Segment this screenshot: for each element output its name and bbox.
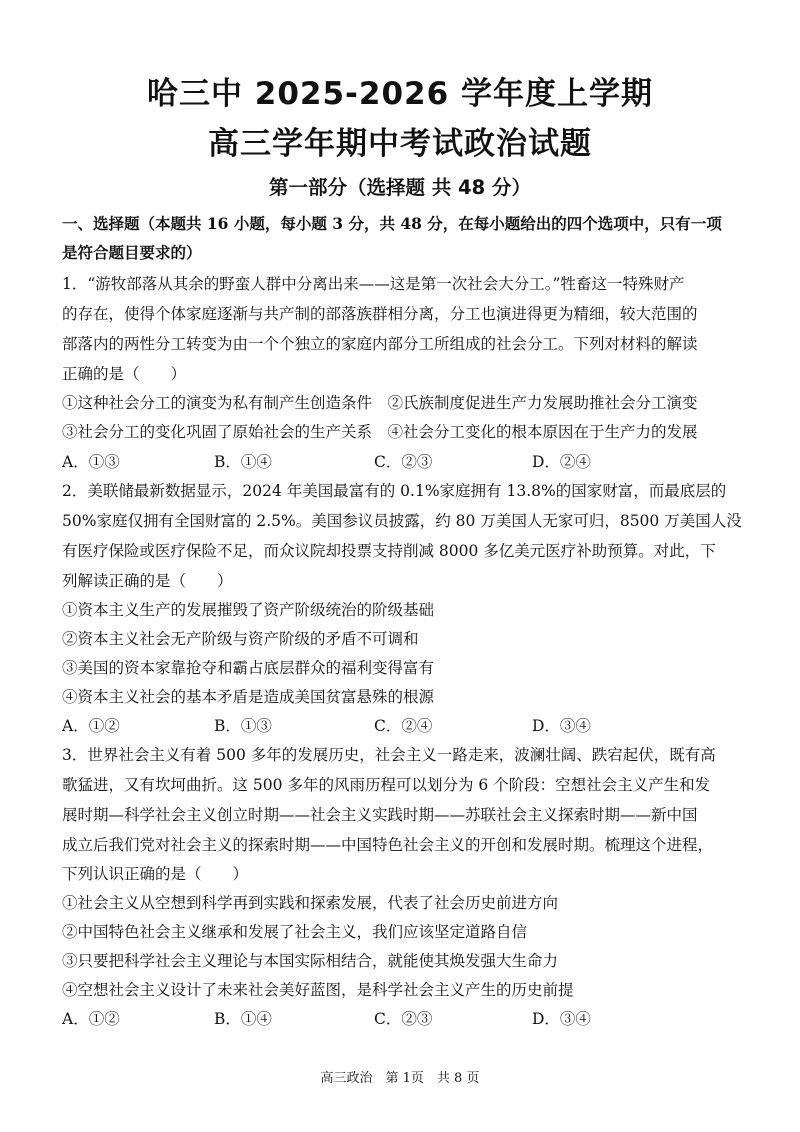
q1-stem-line: 1．“游牧部落从其余的野蛮人群中分离出来——这是第一次社会大分工。”牲畜这一特殊财产 bbox=[62, 275, 685, 293]
q1-option-d[interactable]: D．②④ bbox=[532, 453, 591, 471]
q3-stem-line: 下列认识正确的是（ ） bbox=[62, 865, 249, 883]
part-title: 第一部分（选择题 共 48 分） bbox=[268, 176, 531, 199]
q1-statement: ③社会分工的变化巩固了原始社会的生产关系 ④社会分工变化的根本原因在于生产力的发展 bbox=[62, 423, 698, 441]
q2-stem-line: 2．美联储最新数据显示，2024 年美国最富有的 0.1%家庭拥有 13.8%的国家财富，而最底层的 bbox=[62, 482, 727, 500]
q3-stem-line: 展时期—科学社会主义创立时期——社会主义实践时期——苏联社会主义探索时期——新中国 bbox=[62, 806, 698, 824]
section-instruction-cont: 是符合题目要求的） bbox=[62, 243, 202, 262]
q3-option-d[interactable]: D．③④ bbox=[532, 1010, 591, 1028]
q2-option-d[interactable]: D．③④ bbox=[532, 717, 591, 735]
q2-statement: ③美国的资本家靠抢夺和霸占底层群众的福利变得富有 bbox=[62, 659, 435, 677]
q3-option-a[interactable]: A．①② bbox=[62, 1010, 120, 1028]
q1-stem-line: 正确的是（ ） bbox=[62, 365, 187, 383]
q2-option-a[interactable]: A．①② bbox=[62, 717, 120, 735]
section-instruction: 一、选择题（本题共 16 小题，每小题 3 分，共 48 分，在每小题给出的四个选项中，只有一项 bbox=[62, 214, 722, 233]
q2-statement: ④资本主义社会的基本矛盾是造成美国贫富悬殊的根源 bbox=[62, 688, 435, 706]
q3-stem-line: 3．世界社会主义有着 500 多年的发展历史，社会主义一路走来，波澜壮阔、跌宕起伏，既有高 bbox=[62, 746, 716, 764]
q3-option-c[interactable]: C．②③ bbox=[374, 1010, 433, 1028]
q2-statement: ②资本主义社会无产阶级与资产阶级的矛盾不可调和 bbox=[62, 630, 419, 648]
q2-option-c[interactable]: C．②④ bbox=[374, 717, 433, 735]
q1-stem-line: 部落内的两性分工转变为由一个个独立的家庭内部分工所组成的社会分工。下列对材料的解读 bbox=[62, 335, 698, 353]
q3-statement: ③只要把科学社会主义理论与本国实际相结合，就能使其焕发强大生命力 bbox=[62, 952, 559, 970]
q1-statement: ①这种社会分工的演变为私有制产生创造条件 ②氏族制度促进生产力发展助推社会分工演变 bbox=[62, 394, 698, 412]
q2-stem-line: 有医疗保险或医疗保险不足，而众议院却投票支持削减 8000 多亿美元医疗补助预算。对此，下 bbox=[62, 542, 716, 560]
q3-stem-line: 成立后我们党对社会主义的探索时期——中国特色社会主义的开创和发展时期。梳理这个进程， bbox=[62, 836, 714, 854]
q3-statement: ②中国特色社会主义继承和发展了社会主义，我们应该坚定道路自信 bbox=[62, 923, 528, 941]
q3-statement: ④空想社会主义设计了未来社会美好蓝图，是科学社会主义产生的历史前提 bbox=[62, 981, 574, 999]
q3-option-b[interactable]: B．①④ bbox=[214, 1010, 272, 1028]
q1-option-a[interactable]: A．①③ bbox=[62, 453, 120, 471]
exam-title-school: 哈三中 2025-2026 学年度上学期 bbox=[146, 76, 653, 112]
page-footer: 高三政治 第 1页 共 8 页 bbox=[320, 1071, 480, 1086]
q2-option-b[interactable]: B．①③ bbox=[214, 717, 272, 735]
q3-statement: ①社会主义从空想到科学再到实践和探索发展，代表了社会历史前进方向 bbox=[62, 894, 559, 912]
q2-stem-line: 50%家庭仅拥有全国财富的 2.5%。美国参议员披露，约 80 万美国人无家可归，8500 万美国人没 bbox=[62, 512, 742, 530]
q1-stem-line: 的存在，使得个体家庭逐渐与共产制的部落族群相分离，分工也演进得更为精细，较大范围的 bbox=[62, 305, 698, 323]
q2-statement: ①资本主义生产的发展摧毁了资产阶级统治的阶级基础 bbox=[62, 601, 435, 619]
q2-stem-line: 列解读正确的是（ ） bbox=[62, 572, 233, 590]
q1-option-c[interactable]: C．②③ bbox=[374, 453, 433, 471]
q1-option-b[interactable]: B．①④ bbox=[214, 453, 272, 471]
exam-title-subject: 高三学年期中考试政治试题 bbox=[208, 126, 592, 162]
q3-stem-line: 歌猛进，又有坎坷曲折。这 500 多年的风雨历程可以划分为 6 个阶段：空想社会主义产生和发 bbox=[62, 776, 711, 794]
